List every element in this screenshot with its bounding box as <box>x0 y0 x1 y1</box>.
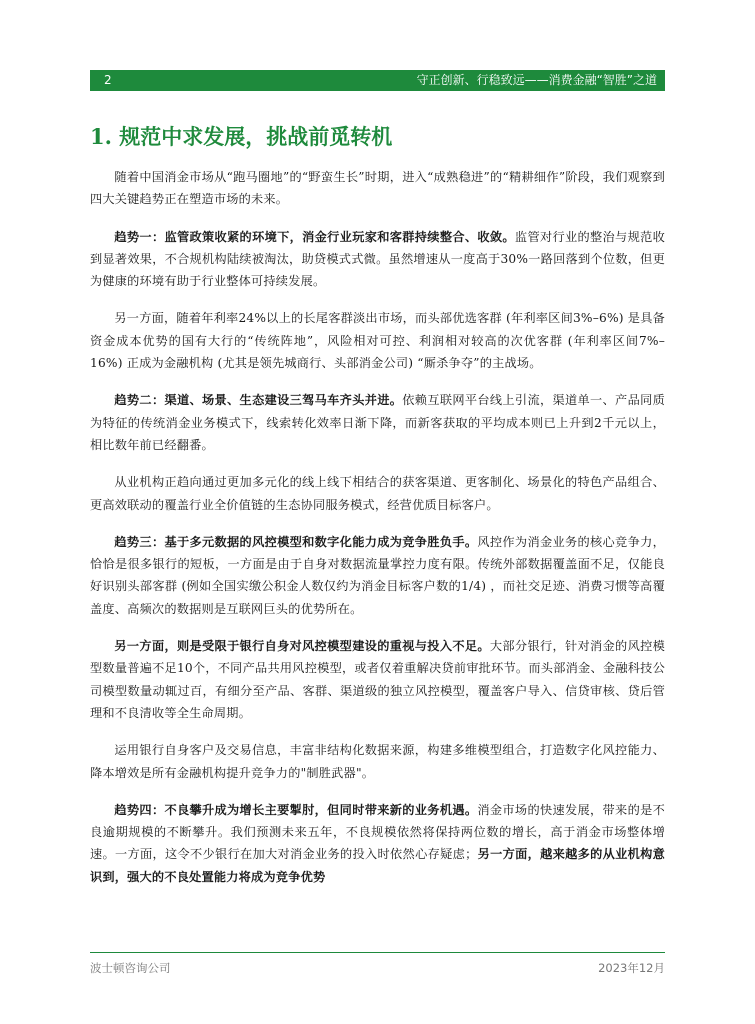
paragraph-text: 随着中国消金市场从“跑马圈地”的“野蛮生长”时期，进入“成熟稳进”的“精耕细作”阶段，我们观察到四大关键趋势正在塑造市场的未来。 <box>90 170 665 207</box>
running-header-bar <box>90 70 665 91</box>
paragraph-text: 监管对行业的整治与规范收到显著效果，不合规机构陆续被淘汰，助贷模式式微。虽然增速从一度高于30%一路回落到个位数，但更为健康的环境有助于行业整体可持续发展。 <box>90 229 665 289</box>
paragraph-lead: 趋势一：监管政策收紧的环境下，消金行业玩家和客群持续整合、收敛。 <box>114 229 515 244</box>
footer-company: 波士顿咨询公司 <box>90 961 171 975</box>
paragraph-text: 另一方面，随着年利率24%以上的长尾客群淡出市场，而头部优选客群 (年利率区间3%–6%) 是具备资金成本优势的国有大行的“传统阵地”，风险相对可控、利润相对较高的次优客群 (年利率区间7%–16%) 正成为金融机构 (尤其是领先城商行、头部消金公司) “厮杀争夺”的主战场。 <box>90 311 665 371</box>
paragraph-text: 风控作为消金业务的核心竞争力，恰恰是很多银行的短板，一方面是由于自身对数据流量掌控力度有限。传统外部数据覆盖面不足，仅能良好识别头部客群 (例如全国实缴公积金人数仅约为消金目标客户数的1/4) ，而社交足迹、消费习惯等高覆盖度、高频次的数据则是互联网巨头的优势所在。 <box>90 534 665 616</box>
paragraph-trend-1-detail <box>90 307 665 374</box>
paragraph-text: 消金市场的快速发展，带来的是不良逾期规模的不断攀升。我们预测未来五年，不良规模依然将保持两位数的增长，高于消金市场整体增速。一方面，这令不少银行在加大对消金业务的投入时依然心存疑虑； <box>90 802 665 862</box>
paragraph-text: 从业机构正趋向通过更加多元化的线上线下相结合的获客渠道、更客制化、场景化的特色产品组合、更高效联动的覆盖行业全价值链的生态协同服务模式，经营优质目标客户。 <box>90 475 665 512</box>
paragraph-intro <box>90 166 665 211</box>
paragraph-lead: 趋势四：不良攀升成为增长主要掣肘，但同时带来新的业务机遇。 <box>114 802 478 817</box>
page-number: 2 <box>104 73 112 87</box>
paragraph-lead: 另一方面，则是受限于银行自身对风控模型建设的重视与投入不足。 <box>114 639 490 654</box>
paragraph-text: 运用银行自身客户及交易信息，丰富非结构化数据来源，构建多维模型组合，打造数字化风控能力、降本增效是所有金融机构提升竞争力的"制胜武器"。 <box>90 743 665 780</box>
paragraph-lead: 趋势三：基于多元数据的风控模型和数字化能力成为竞争胜负手。 <box>114 534 478 549</box>
paragraph-trend-3-detail <box>90 635 665 724</box>
running-title: 守正创新、行稳致远——消费金融“智胜”之道 <box>416 73 657 87</box>
paragraph-text: 依赖互联网平台线上引流，渠道单一、产品同质为特征的传统消金业务模式下，线索转化效率日渐下降，而新客获取的平均成本则已上升到2千元以上，相比数年前已经翻番。 <box>90 393 665 452</box>
paragraph-text: 大部分银行，针对消金的风控模型数量普遍不足10个，不同产品共用风控模型，或者仅着重解决贷前审批环节。而头部消金、金融科技公司模型数量动辄过百，有细分至产品、客群、渠道级的独立风控模型，覆盖客户导入、信贷审核、贷后管理和不良清收等全生命周期。 <box>90 639 665 720</box>
paragraph-tail-bold: 另一方面，越来越多的从业机构意识到，强大的不良处置能力将成为竞争优势 <box>90 847 666 884</box>
paragraph-trend-2-detail <box>90 471 665 516</box>
footer-divider <box>90 952 665 953</box>
paragraph-trend-3 <box>90 531 665 620</box>
paragraph-trend-3-summary <box>90 739 665 784</box>
paragraph-trend-4 <box>90 799 665 888</box>
paragraph-trend-1 <box>90 226 665 293</box>
footer-date: 2023年12月 <box>598 961 665 975</box>
section-title: 1. 规范中求发展，挑战前觅转机 <box>90 124 393 149</box>
paragraph-trend-2 <box>90 389 665 456</box>
paragraph-lead: 趋势二：渠道、场景、生态建设三驾马车齐头并进。 <box>114 393 403 408</box>
body-text <box>90 166 665 903</box>
